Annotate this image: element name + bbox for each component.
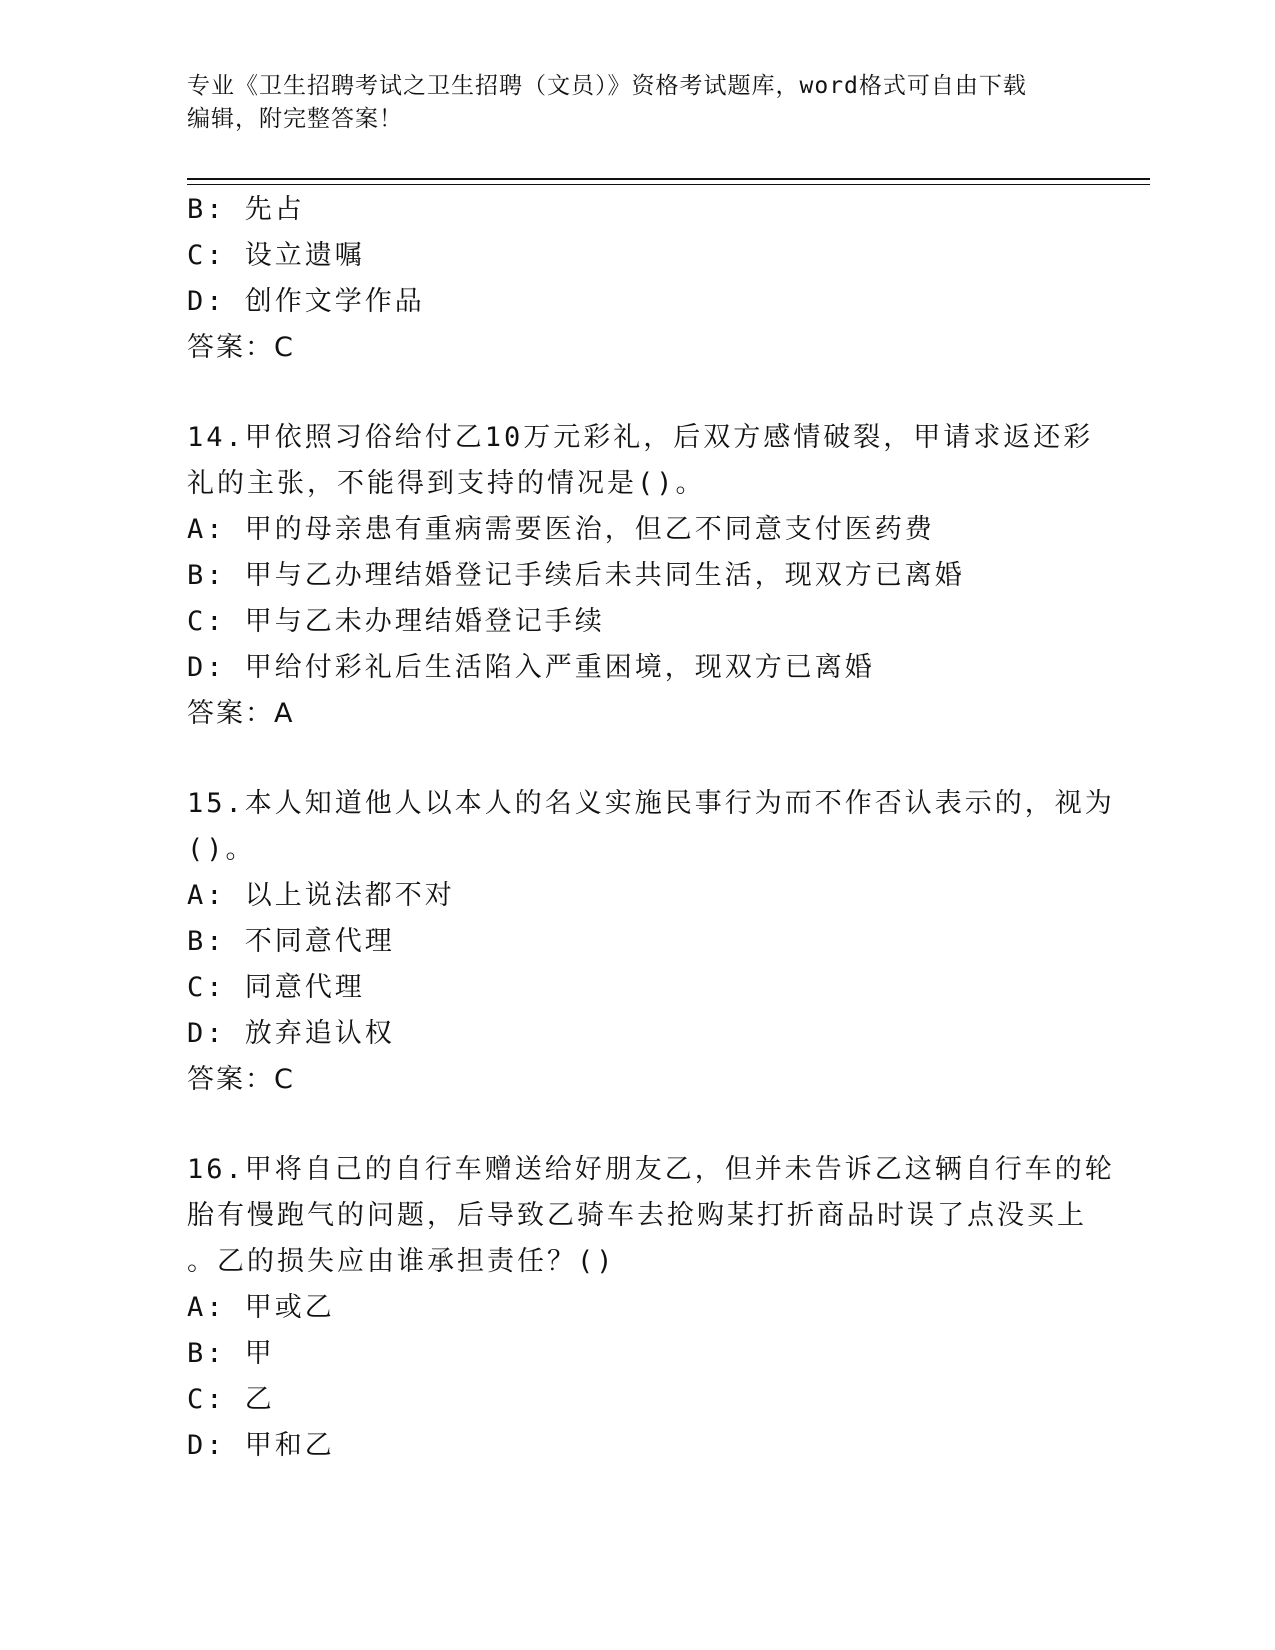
answer-line: 答案：A [187,698,295,729]
answer-line: 答案：C [187,1064,295,1095]
option-a: A: 甲的母亲患有重病需要医治，但乙不同意支付医药费 [187,514,935,545]
option-c: C: 乙 [187,1384,275,1415]
question-stem: ()。 [187,834,256,865]
header-divider-thick [187,178,1150,180]
question-list [187,187,1115,1469]
option-d: D: 甲给付彩礼后生活陷入严重困境，现双方已离婚 [187,652,875,683]
option-d: D: 放弃追认权 [187,1018,395,1049]
spacer [187,371,1087,415]
answer-line: 答案：C [187,332,295,363]
option-b: B: 先占 [187,194,305,225]
document-header [187,70,1087,136]
question-stem: 16.甲将自己的自行车赠送给好朋友乙，但并未告诉乙这辆自行车的轮 [187,1154,1115,1185]
option-c: C: 甲与乙未办理结婚登记手续 [187,606,605,637]
question-15 [187,781,1115,1103]
header-line-2: 编辑，附完整答案！ [187,106,403,132]
question-stem: 15.本人知道他人以本人的名义实施民事行为而不作否认表示的，视为 [187,788,1115,819]
question-14 [187,415,1094,737]
question-13-partial [187,187,1087,371]
option-a: A: 以上说法都不对 [187,880,455,911]
option-b: B: 甲 [187,1338,275,1369]
question-stem: 胎有慢跑气的问题，后导致乙骑车去抢购某打折商品时误了点没买上 [187,1200,1087,1231]
option-c: C: 设立遗嘱 [187,240,365,271]
question-stem: 。乙的损失应由谁承担责任？() [187,1246,616,1277]
question-stem: 14.甲依照习俗给付乙10万元彩礼，后双方感情破裂，甲请求返还彩 [187,422,1094,453]
option-b: B: 甲与乙办理结婚登记手续后未共同生活，现双方已离婚 [187,560,965,591]
spacer [187,737,1087,781]
spacer [187,1103,1087,1147]
option-d: D: 创作文学作品 [187,286,425,317]
header-divider-thin [187,184,1150,185]
question-16 [187,1147,1115,1469]
option-a: A: 甲或乙 [187,1292,335,1323]
header-line-1: 专业《卫生招聘考试之卫生招聘（文员）》资格考试题库，word格式可自由下载 [187,73,1027,99]
option-c: C: 同意代理 [187,972,365,1003]
option-b: B: 不同意代理 [187,926,395,957]
question-stem: 礼的主张，不能得到支持的情况是()。 [187,468,706,499]
option-d: D: 甲和乙 [187,1430,335,1461]
